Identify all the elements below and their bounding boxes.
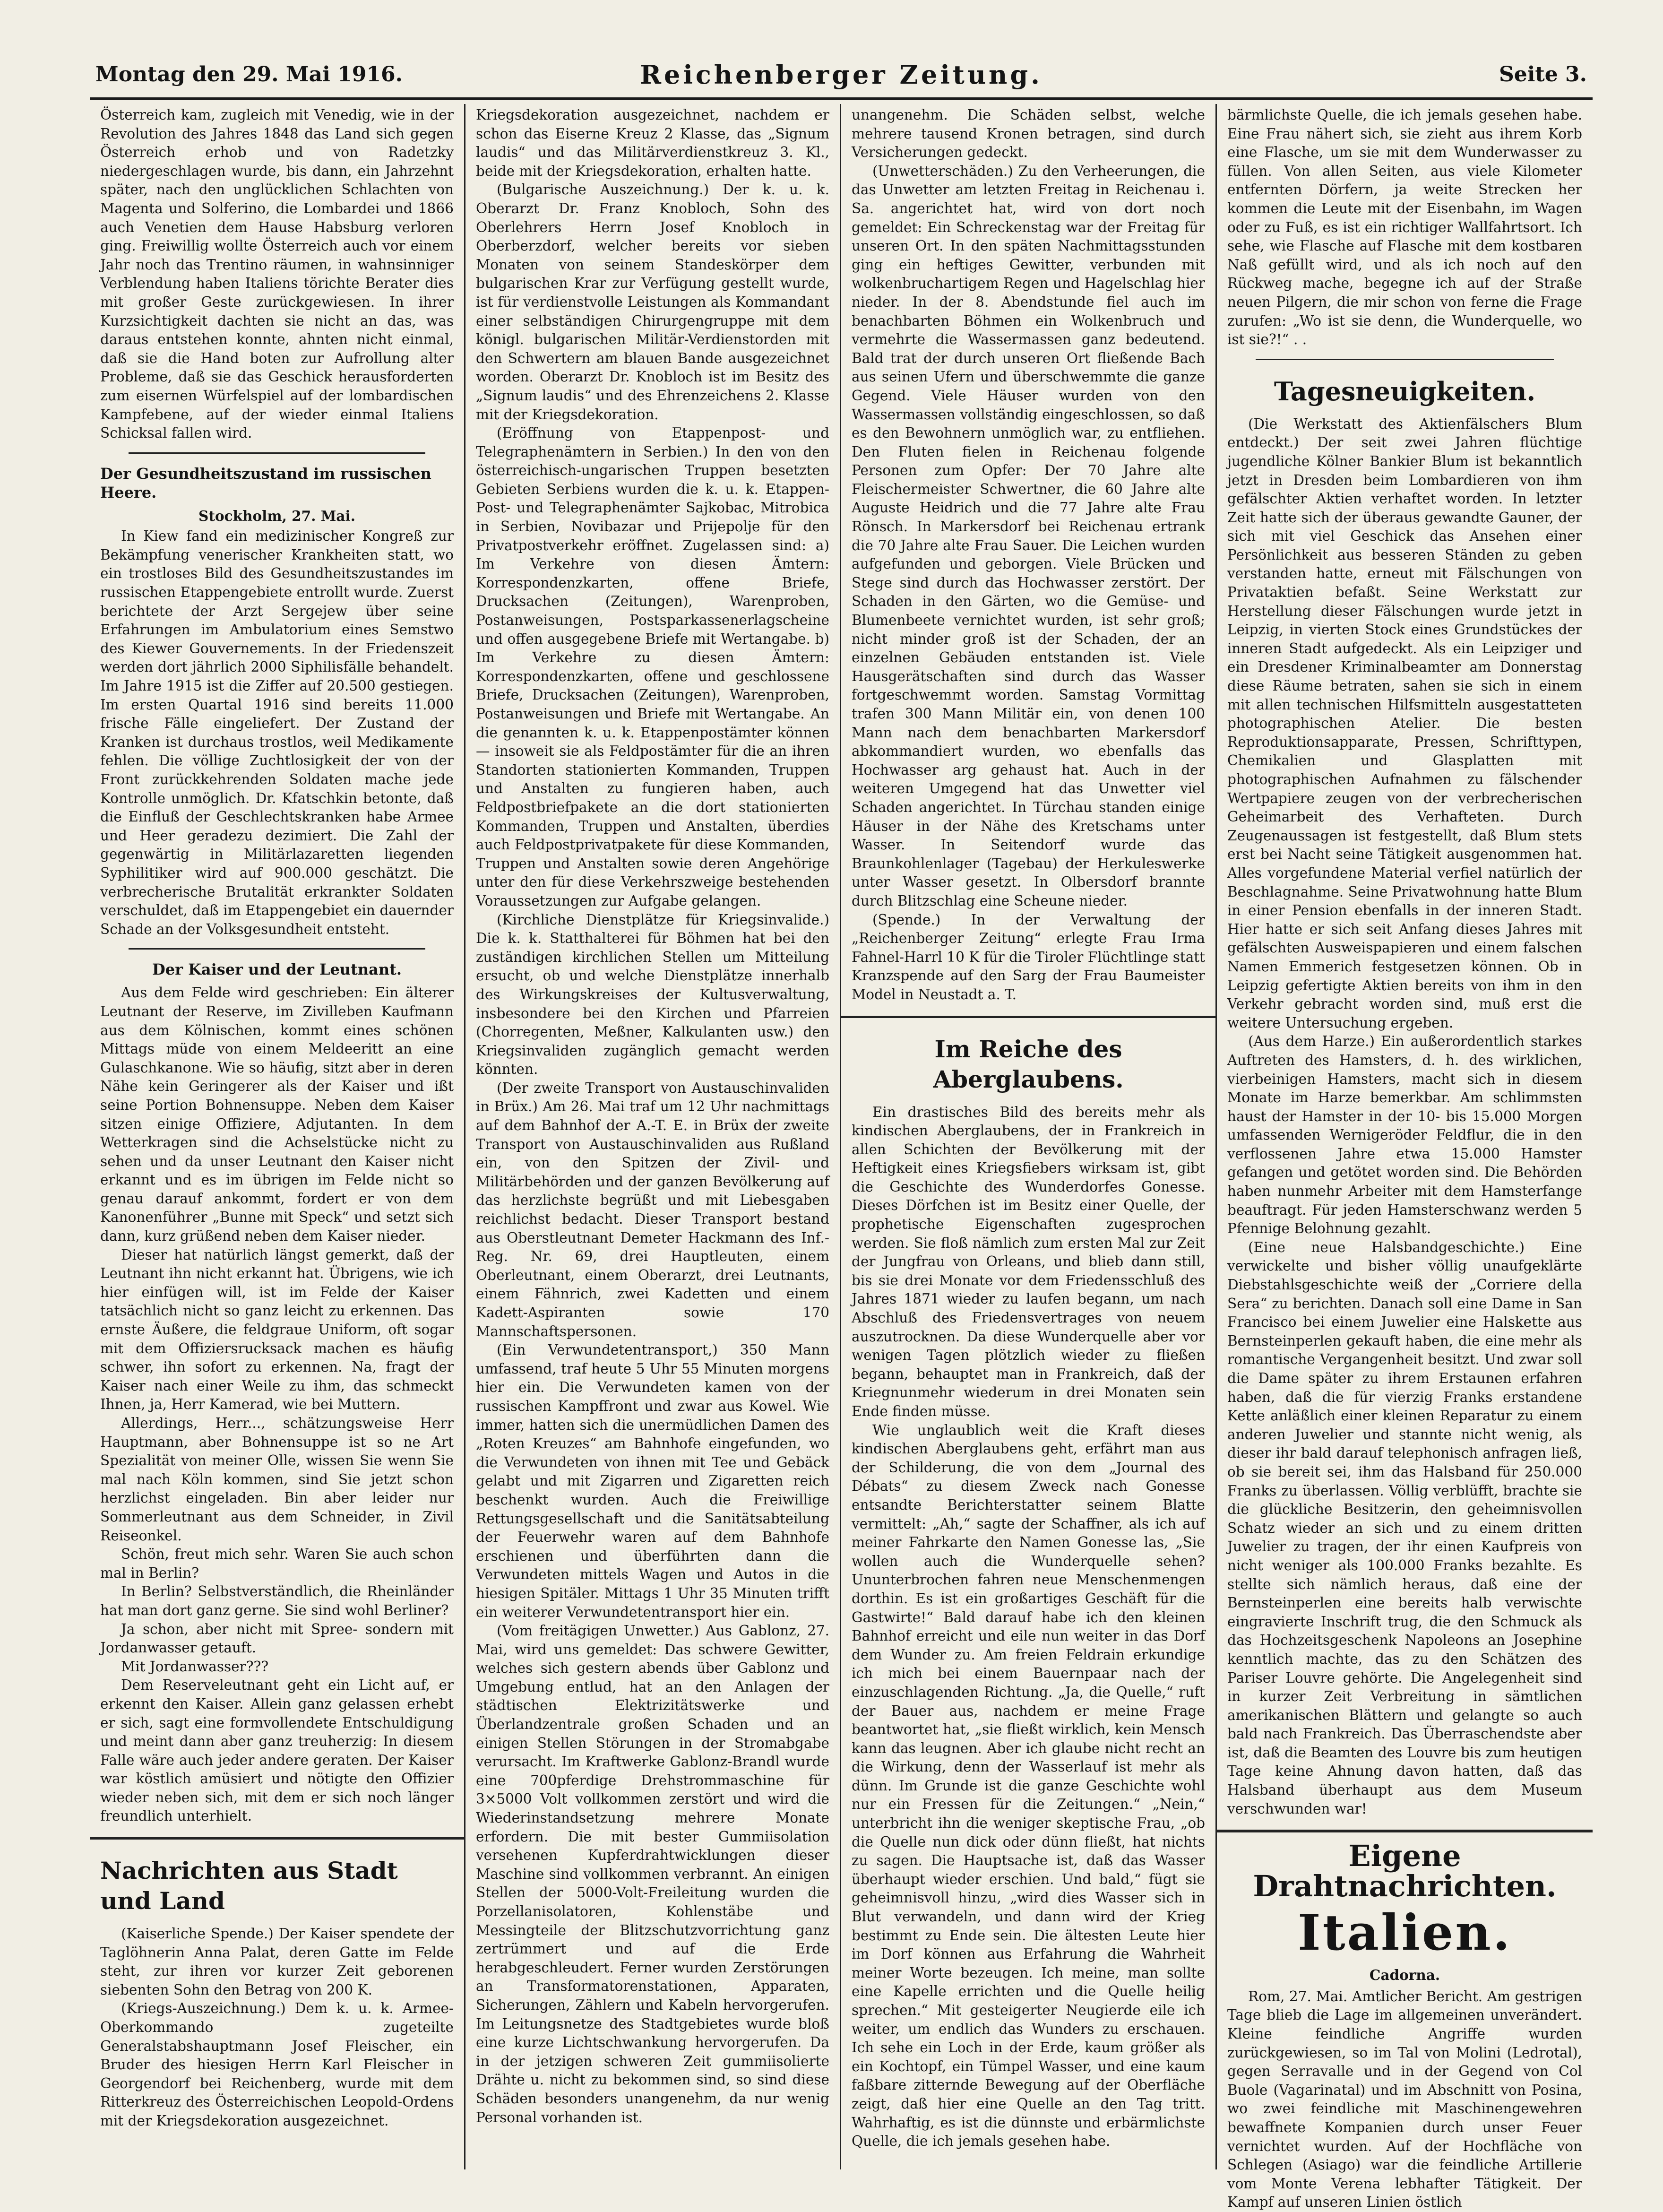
- news-item: (Kaiserliche Spende.) Der Kaiser spendete der Taglöhnerin Anna Palat, deren Gatte im Felde steht, zur ihren vor kurzer Zeit geborenen siebenten Sohn den Betrag von 200 K.: [100, 1926, 454, 1998]
- article-paragraph: In Kiew fand ein medizinischer Kongreß zur Bekämpfung venerischer Krankheiten statt, wo ein trostloses Bild des Gesundheitszustandes im russischen Etappengebiete entrollt wurde. Zuerst berichtete der Arzt Sergejew über seine Erfahrungen im Ambulatorium eines Semstwo des Kiewer Gouvernements. In der Friedenszeit werden dort jährlich 2000 Siphilisfälle behandelt. Im Jahre 1915 ist die Ziffer auf 20.500 gestiegen. Im ersten Quartal 1916 sind bereits 11.000 frische Fälle eingeliefert. Der Zustand der Kranken ist durchaus trostlos, weil Medikamente fehlen. Die völlige Zuchtlosigkeit der von der Front zurückkehrenden Soldaten mache jede Kontrolle unmöglich. Dr. Kfatschkin betonte, daß die Einfluß der Geschlechtskranken habe Armee und Heer geradezu dezimiert. Die Zahl der gegenwärtig in Militärlazaretten liegenden Syphilitiker wird auf 900.000 geschätzt. Die verbrecherische Brutalität erkrankter Soldaten verschuldet, daß im Etappengebiet ein dauernder Schade an der Volksgesundheit entsteht.: [100, 528, 454, 937]
- news-item: Kriegsdekoration ausgezeichnet, nachdem er schon das Eiserne Kreuz 2 Klasse, das „Signum laudis“ und das Militärverdienstkreuz 3. Kl., beide mit der Kriegsdekoration, erhalten hatte.: [476, 107, 829, 179]
- article-paragraph: Schön, freut mich sehr. Waren Sie auch schon mal in Berlin?: [100, 1546, 454, 1581]
- news-item: (Der zweite Transport von Austauschinvaliden in Brüx.) Am 26. Mai traf um 12 Uhr nachmittags auf dem Bahnhof der A.-T. E. in Brüx der zweite Transport von Austauschinvaliden aus Rußland ein, von den Spitzen der Zivil- und Militärbehörden und der ganzen Bevölkerung auf das herzlichste begrüßt und mit Liebesgaben reichlichst bedacht. Dieser Transport bestand aus Oberstleutnant Demeter Hackmann des Inf.-Reg. Nr. 69, drei Hauptleuten, einem Oberleutnant, einem Oberarzt, drei Leutnants, einem Fähnrich, zwei Kadetten und einem Kadett-Aspiranten sowie 170 Mannschaftspersonen.: [476, 1080, 829, 1339]
- headline-aberglauben: Im Reiche des Aberglaubens.: [933, 1035, 1124, 1093]
- article-paragraph: Wie unglaublich weit die Kraft dieses kindischen Aberglaubens geht, erfährt man aus der Schilderung, die von dem „Journal des Débats“ zu diesem Zweck nach Gonesse entsandte Berichterstatter seinem Blatte vermittelt: „Ah,“ sagte der Schaffner, als ich auf meiner Fahrkarte den Namen Gonesse las, „Sie wollen auch die Wunderquelle sehen? Ununterbrochen fahren neue Menschenmengen dorthin. Es ist ein großartiges Geschäft für die Gastwirte!“ Bald darauf habe ich den kleinen Bahnhof erreicht und eile nun weiter in das Dorf dem Wunder zu. Am freien Feldrain erkundige ich mich bei einem Bauernpaar nach der einzuschlagenden Richtung. „Ja, die Quelle,“ ruft der Bauer aus, nachdem er meine Frage beantwortet hat, „sie fließt wirklich, kein Mensch kann das leugnen. Aber ich glaube nicht recht an die Wirkung, denn der Wasserlauf ist mehr als dünn. Im Grunde ist die ganze Geschichte wohl nur ein Fressen für die Zeitungen.“ „Nein,“ unterbricht ihn die weniger skeptische Frau, „ob die Quelle nun dick oder dünn fließt, hat nichts zu sagen. Die Hauptsache ist, daß das Wasser überhaupt wieder erschien. Und bald,“ fügt sie geheimnisvoll hinzu, „wird dies Wasser sich in Blut verwandeln, und dann wird der Krieg bestimmt zu Ende sein. Die ältesten Leute hier im Dorf können aus Erfahrung die Wahrheit meiner Worte bezeugen. Ich meine, man sollte eine Kapelle errichten und die Quelle heilig sprechen.“ Mit gesteigerter Neugierde eile ich weiter, um endlich das Wunders zu erschauen. Ich sehe ein Loch in der Erde, kaum größer als ein Kochtopf, ein Tümpel Wasser, und eine kaum faßbare zitternde Bewegung auf der Oberfläche zeigt, daß hier eine Quelle an den Tag tritt. Wahrhaftig, es ist die dünnste und erbärmlichste Quelle, die ich jemals gesehen habe.: [852, 1422, 1205, 2150]
- news-item: (Vom freitägigen Unwetter.) Aus Gablonz, 27. Mai, wird uns gemeldet: Das schwere Gewitter, welches sich gestern abends über Gablonz und Umgebung entlud, hat an den Anlagen der städtischen Elektrizitätswerke und Überlandzentrale großen Schaden und an einigen Stellen Störungen in der Stromabgabe verursacht. Im Kraftwerke Gablonz-Brandl wurde eine 700pferdige Drehstrommaschine für 3×5000 Volt vollkommen zerstört und wird die Wiederinstandsetzung mehrere Monate erfordern. Die mit bester Gummiisolation versehenen Kupferdrahtwicklungen dieser Maschine sind vollkommen verbrannt. An einigen Stellen der 5000-Volt-Freileitung wurden die Porzellanisolatoren, Kohlenstäbe und Messingteile der Blitzschutzvorrichtung ganz zertrümmert und auf die Erde herabgeschleudert. Ferner wurden Zerstörungen an Transformatorenstationen, Apparaten, Sicherungen, Zählern und Kabeln hervorgerufen. Im Leitungsnetze des Stadtgebietes wurde bloß eine kurze Lichtschwankung hervorgerufen. Da in der jetzigen schweren Zeit gummiisolierte Drähte u. nicht zu bekommen sind, so sind diese Schäden besonders unangenehm, da nur wenig Personal vorhanden ist.: [476, 1623, 829, 2126]
- section-heading-tagesneuigkeiten: Tagesneuigkeiten.: [1274, 376, 1536, 406]
- divider: [1256, 359, 1554, 360]
- dateline: Stockholm, 27. Mai.: [198, 507, 355, 524]
- article-columns: [90, 104, 1593, 2211]
- news-item: (Aus dem Harze.) Ein außerordentlich starkes Auftreten des Hamsters, d. h. des wirklichen, vierbeinigen Hamsters, macht sich in diesem Monate im Harze bemerkbar. Am schlimmsten haust der Hamster in der 10- bis 15.000 Morgen umfassenden Wernigeröder Feldflur, die in den verflossenen Jahre etwa 15.000 Hamster gefangen und getötet worden sind. Die Behörden haben nunmehr Arbeiter mit dem Hamsterfange beauftragt. Für jeden Hamsterschwanz werden 5 Pfennige Belohnung gezahlt.: [1227, 1033, 1582, 1237]
- news-item: Rom, 27. Mai. Amtlicher Bericht. Am gestrigen Tage blieb die Lage im allgemeinen unverändert. Kleine feindliche Angriffe wurden zurückgewiesen, so im Tal von Molini (Ledrotal), gegen Serravalle und in der Gegend von Col Buole (Vagarinatal) und im Abschnitt von Posina, wo zwei feindliche mit Maschinengewehren bewaffnete Kompanien durch unser Feuer vernichtet wurden. Auf der Hochfläche von Schlegen (Asiago) war die feindliche Artillerie vom Monte Verena lebhafter Tätigkeit. Der Kampf auf unseren Linien östlich: [1227, 1988, 1582, 2211]
- subheading-cadorna: Cadorna.: [1369, 1967, 1440, 1984]
- news-item: (Kriegs-Auszeichnung.) Dem k. u. k. Armee-Oberkommando zugeteilte Generalstabshauptmann Josef Fleischer, ein Bruder des hiesigen Herrn Karl Fleischer in Georgendorf bei Reichenberg, wurde mit dem Ritterkreuz des Österreichischen Leopold-Ordens mit der Kriegsdekoration ausgezeichnet.: [100, 2000, 454, 2129]
- news-item: (Unwetterschäden.) Zu den Verheerungen, die das Unwetter am letzten Freitag in Reichenau i. Sa. angerichtet hat, wird von dort noch gemeldet: Ein Schreckenstag war der Freitag für unseren Ort. In den späten Nachmittagsstunden ging ein heftiges Gewitter, verbunden mit wolkenbruchartigem Regen und Hagelschlag hier nieder. In der 8. Abendstunde fiel auch im benachbarten Böhmen ein Wolkenbruch und vermehrte die Wassermassen ganz bedeutend. Bald trat der durch unseren Ort fließende Bach aus seinen Ufern und überschwemmte die ganze Gegend. Viele Häuser wurden von den Wassermassen vollständig eingeschlossen, so daß es den Bewohnern unmöglich war, zu entfliehen. Den Fluten fielen in Reichenau folgende Personen zum Opfer: Der 70 Jahre alte Fleischermeister Schwertner, die 60 Jahre alte Auguste Heidrich und die 77 Jahre alte Frau Rönsch. In Markersdorf bei Reichenau ertrank die 70 Jahre alte Frau Sauer. Die Leichen wurden aufgefunden und geborgen. Viele Brücken und Stege sind durch das Hochwasser zerstört. Der Schaden in den Gärten, wo die Gemüse- und Blumenbeete vernichtet wurden, ist sehr groß; nicht minder groß ist der Schaden, der an einzelnen Gebäuden entstanden ist. Viele Hausgerätschaften sind durch das Wasser fortgeschwemmt worden. Samstag Vormittag trafen 300 Mann Militär ein, von denen 100 Mann nach dem benachbarten Markersdorf abkommandiert wurden, wo ebenfalls das Hochwasser arg gehaust hat. Auch in der weiteren Umgegend hat das Unwetter viel Schaden angerichtet. In Türchau standen einige Häuser in der Nähe des Kretschams unter Wasser. In Seitendorf wurde das Braunkohlenlager (Tagebau) der Herkuleswerke unter Wasser gesetzt. In Olbersdorf brannte durch Blitzschlag eine Scheune nieder.: [852, 163, 1205, 909]
- column-3: [841, 104, 1217, 2169]
- article-paragraph: Mit Jordanwasser???: [121, 1658, 269, 1675]
- news-item: (Eine neue Halsbandgeschichte.) Eine verwickelte und bisher völlig unaufgeklärte Diebstahlsgeschichte weiß der „Corriere della Sera“ zu berichten. Danach soll eine Dame in San Francisco bei einem Juwelier eine Halskette aus Bernsteinperlen gekauft haben, die eine mehr als romantische Vergangenheit besitzt. Und zwar soll die Dame später zu ihrem Erstaunen erfahren haben, daß die für vierzig Franks erstandene Kette anläßlich einer kleinen Reparatur zu einem anderen Juwelier und stannte nicht wenig, als dieser ihr bald darauf telephonisch anfragen ließ, ob sie bereit sei, ihm das Halsband für 250.000 Franks zu überlassen. Völlig verblüfft, brachte sie die glückliche Besitzerin, den geheimnisvollen Schatz wieder an sich und zu einem dritten Juwelier zu tragen, der ihr einen Kaufpreis von nicht weniger als 100.000 Franks bezahlte. Es stellte sich nämlich heraus, daß eine der Bernsteinperlen eine bereits halb verwischte eingravierte Inschrift trug, die den Schmuck als das Hochzeitsgeschenk Napoleons an Josephine kenntlich machte, das zu den Schätzen des Pariser Louvre gehörte. Die Angelegenheit sind in kurzer Zeit Verbreitung in sämtlichen amerikanischen Blättern und gelangte so auch bald nach Frankreich. Das Überraschendste aber ist, daß die Beamten des Louvre bis zum heutigen Tage keine Ahnung davon hatten, daß das Halsband überhaupt aus dem Museum verschwunden war!: [1227, 1239, 1582, 1817]
- news-item: unangenehm. Die Schäden selbst, welche mehrere tausend Kronen betragen, sind durch Versicherungen gedeckt.: [852, 107, 1205, 161]
- headline-italien: Italien.: [1297, 1903, 1512, 1962]
- newspaper-title: Reichenberger Zeitung.: [640, 60, 1043, 90]
- divider: [129, 452, 425, 454]
- divider: [129, 948, 425, 950]
- headline-health: Der Gesundheitszustand im russischen Heere.: [100, 464, 431, 501]
- wire-news-box: [1217, 1830, 1593, 2212]
- article-paragraph: Ein drastisches Bild des bereits mehr als kindischen Aberglaubens, der in Frankreich in allen Schichten der Bevölkerung mit der Heftigkeit eines Kriegsfiebers wirksam ist, gibt die Geschichte des Wunderdorfes Gonesse. Dieses Dörfchen ist im Besitz einer Quelle, der prophetische Eigenschaften zugesprochen werden. Sie floß nämlich zum ersten Mal zur Zeit der Jungfrau von Orleans, und blieb dann still, bis sie drei Monate vor dem Friedensschluß des Jahres 1871 wieder zu laufen begann, um nach Abschluß des Friedensvertrages von neuem auszutrocknen. Da diese Wunderquelle aber vor wenigen Tagen plötzlich wieder zu fließen begann, behauptet man in Frankreich, daß der Kriegnunmehr wiederum in drei Monaten sein Ende finden müsse.: [852, 1104, 1205, 1419]
- section-heading-drahtnachrichten: Eigene Drahtnachrichten.: [1253, 1839, 1557, 1904]
- news-item: (Die Werkstatt des Aktienfälschers Blum entdeckt.) Der seit zwei Jahren flüchtige jugendliche Kölner Bankier Blum ist bekanntlich jetzt in Dresden beim Lombardieren von ihm gefälschter Aktien verhaftet worden. In letzter Zeit hatte sich der überaus gewandte Gauner, der sich mit viel Geschick das Ansehen einer Persönlichkeit aus besseren Ständen zu geben verstanden hatte, erneut mit Fälschungen von Privataktien befaßt. Seine Werkstatt zur Herstellung dieser Fälschungen wurde jetzt in Leipzig, in vierten Stock eines Grundstückes der inneren Stadt aufgedeckt. Als ein Leipziger und ein Dresdener Kriminalbeamter am Donnerstag diese Räume betraten, sahen sie sich in einem mit allen technischen Hilfsmitteln ausgestatteten photographischen Atelier. Die besten Reproduktionsapparate, Pressen, Schrifttypen, Chemikalien und Glasplatten mit photographischen Aufnahmen zu fälschender Wertpapiere zeugen von der verbrecherischen Geheimarbeit des Verhafteten. Durch Zeugenaussagen ist festgestellt, daß Blum stets erst bei Nacht seine Tätigkeit ausgenommen hat. Alles vorgefundene Material verfiel natürlich der Beschlagnahme. Seine Privatwohnung hatte Blum in einer Pension ebenfalls in der inneren Stadt. Hier hatte er sich seit Anfang dieses Jahres mit gefälschten Ausweispapieren und einem falschen Namen Emmerich festgesetzen können. Ob in Leipzig gefertigte Aktien bereits von ihm in den Verkehr gebracht worden sind, muß erst die weitere Untersuchung ergeben.: [1227, 415, 1582, 1031]
- article-paragraph: Dieser hat natürlich längst gemerkt, daß der Leutnant ihn nicht erkannt hat. Übrigens, wie ich hier einfügen will, ist im Felde der Kaiser tatsächlich nicht so ganz leicht zu erkennen. Das ernste Äußere, die feldgraue Uniform, oft sogar mit dem Offiziersrucksack machen es häufig schwer, ihn sofort zu erkennen. Na, fragt der Kaiser nach einer Weile zu ihm, das schmeckt Ihnen, ja, Herr Kamerad, wie bei Muttern.: [100, 1246, 454, 1413]
- article-paragraph: Allerdings, Herr..., schätzungsweise Herr Hauptmann, aber Bohnensuppe ist so ne Art Spezialität von meiner Olle, wissen Sie wenn Sie mal nach Köln kommen, sind Sie jetzt schon herzlichst eingeladen. Bin aber leider nur Sommerleutnant aus dem Schneider, in Zivil Reiseonkel.: [100, 1415, 454, 1544]
- news-item: (Spende.) In der Verwaltung der „Reichenberger Zeitung“ erlegte Frau Irma Fahnel-Harrl 10 K für die Tiroler Flüchtlinge statt Kranzspende auf den Sarg der Frau Baumeister Model in Neustadt a. T.: [852, 911, 1205, 1002]
- article-continuation: bärmlichste Quelle, die ich jemals gesehen habe. Eine Frau nähert sich, sie zieht aus ihrem Korb eine Flasche, um sie mit dem Wunderwasser zu füllen. Von allen Seiten, aus viele Kilometer entfernten Dörfern, ja weite Strecken her kommen die Leute mit der Eisenbahn, im Wagen oder zu Fuß, es ist ein richtiger Wallfahrtsort. Ich sehe, wie Flasche auf Flasche mit dem kostbaren Naß gefüllt wird, und als ich noch auf den Rückweg mache, begegne ich auf der Straße neuen Pilgern, die mir schon von ferne die Frage zurufen: „Wo ist sie denn, die Wunderquelle, wo ist sie?!“ . .: [1227, 107, 1582, 348]
- news-item: (Bulgarische Auszeichnung.) Der k. u. k. Oberarzt Dr. Franz Knobloch, Sohn des Oberlehrers Herrn Josef Knobloch in Oberberzdorf, welcher bereits vor sieben Monaten von seinem Standeskörper dem bulgarischen Krar zur Verfügung gestellt wurde, ist für verdienstvolle Leistungen als Kommandant einer selbständigen Chirurgengruppe mit dem königl. bulgarischen Militär-Verdienstorden mit den Schwertern am blauen Bande ausgezeichnet worden. Oberarzt Dr. Knobloch ist im Besitz des „Signum laudis“ und des Ehrenzeichens 2. Klasse mit der Kriegsdekoration.: [476, 181, 829, 423]
- section-heading-stadt: Nachrichten aus Stadt und Land: [100, 1857, 398, 1915]
- article-continuation: Österreich kam, zugleich mit Venedig, wie in der Revolution des Jahres 1848 das Land sich gegen Österreich erhob und von Radetzky niedergeschlagen wurde, bis dann, ein Jahrzehnt später, nach den unglücklichen Schlachten von Magenta und Solferino, die Lombardei und 1866 auch Venetien dem Hause Habsburg verloren ging. Freiwillig wollte Österreich auch vor einem Jahr noch das Trentino räumen, in wahnsinniger Verblendung haben Italiens törichte Berater dies mit großer Geste zurückgewiesen. In ihrer Kurzsichtigkeit dachten sie nicht an das, was daraus entstehen konnte, ahnten nicht einmal, daß sie die Hand boten zur Aufrollung alter Probleme, daß sie das Geschick herausforderten zum eisernen Würfelspiel auf der lombardischen Kampfebene, auf der wieder einmal Italiens Schicksal fallen wird.: [100, 107, 454, 441]
- headline-kaiser: Der Kaiser und der Leutnant.: [152, 960, 402, 979]
- column-4: [1217, 104, 1593, 2211]
- section-divider: [90, 1837, 464, 1840]
- column-1: [90, 104, 465, 2169]
- news-item: (Ein Verwundetentransport,) 350 Mann umfassend, traf heute 5 Uhr 55 Minuten morgens hier ein. Die Verwundeten kamen von der russischen Kampffront und zwar aus Kowel. Wie immer, hatten sich die unermüdlichen Damen des „Roten Kreuzes“ am Bahnhofe eingefunden, wo die Verwundeten von ihnen mit Tee und Gebäck gelabt und mit Zigarren und Zigaretten reich beschenkt wurden. Auch die Freiwillige Rettungsgesellschaft und die Sanitätsabteilung der Feuerwehr waren auf dem Bahnhofe erschienen und überführten dann die Verwundeten mittels Wagen und Autos in die hiesigen Spitäler. Mittags 1 Uhr 35 Minuten trifft ein weiterer Verwundetentransport hier ein.: [476, 1342, 829, 1620]
- article-paragraph: Dem Reserveleutnant geht ein Licht auf, er erkennt den Kaiser. Allein ganz gelassen erhebt er sich, sagt eine formvollendete Entschuldigung und meint dann aber ganz treuherzig: In diesem Falle wäre auch jeder andere geraten. Der Kaiser war köstlich amüsiert und nötigte den Offizier wieder neben sich, mit dem er sich noch länger freundlich unterhielt.: [100, 1677, 454, 1824]
- article-paragraph: Aus dem Felde wird geschrieben: Ein älterer Leutnant der Reserve, im Zivilleben Kaufmann aus dem Kölnischen, kommt eines schönen Mittags müde von einem Meldeeritt an eine Gulaschkanone. Wie so häufig, sitzt aber in deren Nähe kein Geringerer als der Kaiser und ißt seine Portion Bohnensuppe. Neben dem Kaiser sitzen einige Offiziere, Adjutanten. In dem Wetterkragen sind die Achselstücke nicht zu sehen und da unser Leutnant den Kaiser nicht erkannt und es im übrigen im Felde nicht so genau darauf ankommt, fordert er von dem Kanonenführer „Bunne mit Speck“ und setzt sich dann, kurz grüßend neben dem Kaiser nieder.: [100, 985, 454, 1244]
- column-2: [465, 104, 841, 2169]
- page-number: Seite 3.: [1499, 62, 1587, 86]
- article-paragraph: In Berlin? Selbstverständlich, die Rheinländer hat man dort ganz gerne. Sie sind wohl Berliner?: [100, 1583, 454, 1618]
- news-item: (Eröffnung von Etappenpost- und Telegraphenämtern in Serbien.) In den von den österreichisch-ungarischen Truppen besetzten Gebieten Serbiens wurden die k. u. k. Etappen-Post- und Telegraphenämter Sajkobac, Mitrobica in Serbien, Novibazar und Prijepolje für den Privatpostverkehr eröffnet. Zugelassen sind: a) Im Verkehre von diesen Ämtern: Korrespondenzkarten, offene Briefe, Drucksachen (Zeitungen), Warenproben, Postanweisungen, Postsparkassenerlagscheine und offen ausgegebene Briefe mit Wertangabe. b) Im Verkehre zu diesen Ämtern: Korrespondenzkarten, offene und geschlossene Briefe, Drucksachen (Zeitungen), Warenproben, Postanweisungen und Briefe mit Wertangabe. An die genannten k. u. k. Etappenpostämter können — insoweit sie als Feldpostämter für die an ihren Standorten stationierten Kommanden, Truppen und Anstalten zu fungieren haben, auch Feldpostbriefpakete an die dort stationierten Kommanden, Truppen und Anstalten, überdies auch Feldpostprivatpakete für diese Kommanden, Truppen und Anstalten sowie deren Angehörige unter den für diese Verkehrszweige bestehenden Voraussetzungen zur Aufgabe gelangen.: [476, 425, 829, 909]
- section-divider: [841, 1016, 1215, 1018]
- masthead: [90, 57, 1593, 100]
- news-item: (Kirchliche Dienstplätze für Kriegsinvalide.) Die k. k. Statthalterei für Böhmen hat bei den zuständigen kirchlichen Stellen um Mitteilung ersucht, ob und welche Dienstplätze innerhalb des Wirkungskreises der Kultusverwaltung, insbesondere bei den Kirchen und Pfarreien (Chorregenten, Meßner, Kalkulanten usw.) den Kriegsinvaliden zugänglich gemacht werden könnten.: [476, 911, 829, 1078]
- issue-date: Montag den 29. Mai 1916.: [95, 62, 403, 86]
- article-paragraph: Ja schon, aber nicht mit Spree- sondern mit Jordanwasser getauft.: [100, 1621, 454, 1656]
- newspaper-page: [90, 57, 1593, 2211]
